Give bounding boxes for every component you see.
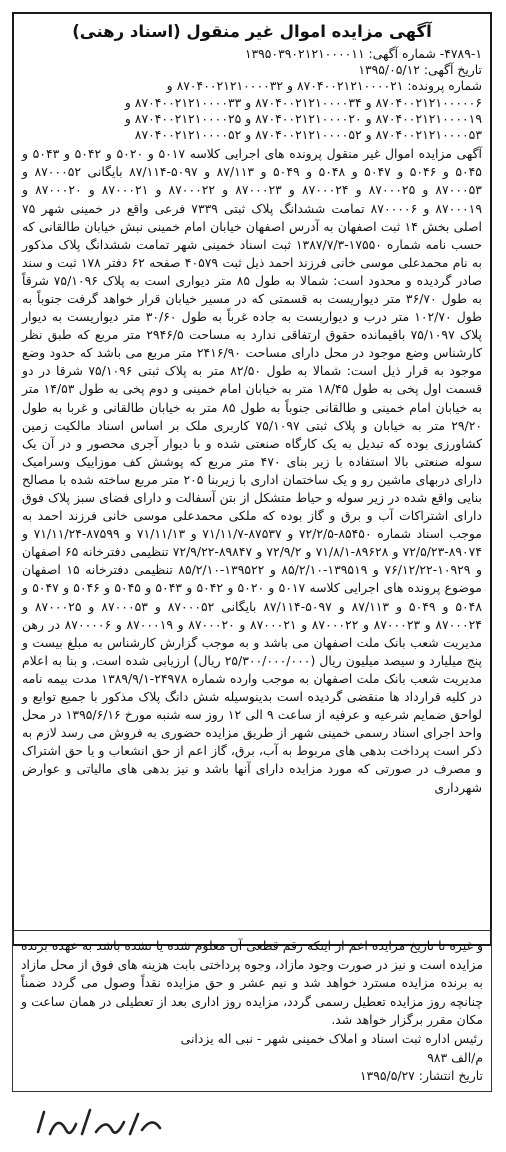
case-numbers-line: ۸۷۰۴۰۰۲۱۲۱۰۰۰۰۵۳ و ۸۷۰۴۰۰۲۱۲۱۰۰۰۰۵۲ و ۸۷۰۴۰۰۲۱۲۱۰۰۰۰۵۲ [134,127,482,143]
handwritten-date-signature [30,1104,170,1144]
case-numbers-line: ۸۷۰۴۰۰۲۱۲۱۰۰۰۰۱۹ و ۸۷۰۴۰۰۲۱۲۱۰۰۰۰۲۰ و ۸۷۰۴۰۰۲۱۲۱۰۰۰۰۲۵ و [124,110,482,126]
publish-date: تاریخ انتشار: ۱۳۹۵/۵/۲۷ [359,1068,483,1084]
notice-number: ۴۷۸۹-۱- شماره آگهی: ۱۳۹۵۰۳۹۰۲۱۲۱۰۰۰۰۱۱ [244,46,482,61]
notice-continuation-box [12,930,492,1092]
notice-date: تاریخ آگهی: ۱۳۹۵/۰۵/۱۲ [358,62,482,78]
notice-main-box [12,12,492,946]
case-numbers-line: شماره پرونده: ۸۷۰۴۰۰۲۱۲۱۰۰۰۰۲۱ و ۸۷۰۴۰۰۲۱۲۱۰۰۰۰۳۲ و [166,78,482,94]
case-numbers-line: ۸۷۰۴۰۰۲۱۲۱۰۰۰۰۰۶ و ۸۷۰۴۰۰۲۱۲۱۰۰۰۰۳۴ و ۸۷۰۴۰۰۲۱۲۱۰۰۰۰۳۳ و [124,94,482,110]
notice-title: آگهی مزایده اموال غیر منقول (اسناد رهنی) [72,22,432,41]
reference-number: م/الف ۹۸۳ [427,1049,483,1065]
signer-line: رئیس اداره ثبت اسناد و املاک خمینی شهر - نبی اله یزدانی [180,1030,483,1046]
notice-body-continuation: و غیره تا تاریخ مزایده اعم از اینکه رقم قطعی آن معلوم شده یا نشده باشد به عهده برنده مزایده است و نیز در صورت وجود مازاد، وجوه پرداختی بابت هزینه های فوق از محل مازاد به برنده مزایده مسترد خواهد شد و نیم عشر و حق مزایده نقداً وصول می گردد ضمناً چنانچه روز مزایده تعطیل رسمی گردد، مزایده روز اداری بعد از تعطیلی در همان ساعت و مکان مقرر برگزار خواهد شد. [21,938,483,1028]
notice-body: آگهی مزایده اموال غیر منقول پرونده های اجرایی کلاسه ۵۰۱۷ و ۵۰۲۰ و ۵۰۴۲ و ۵۰۴۳ و ۵۰۴۵ و ۵۰۴۶ و ۵۰۴۷ و ۵۰۴۸ و ۵۰۴۹ و ۸۷/۱۱۳ و ۵۰۹۷-۸۷/۱۱۴ بایگانی ۸۷۰۰۰۵۲ و ۸۷۰۰۰۵۳ و ۸۷۰۰۰۲۵ و ۸۷۰۰۰۲۴ و ۸۷۰۰۰۲۳ و ۸۷۰۰۰۲۲ و ۸۷۰۰۰۲۱ و ۸۷۰۰۰۲۰ و ۸۷۰۰۰۱۹ و ۸۷۰۰۰۰۶ تمامت ششدانگ پلاک ثبتی ۷۳۳۹ فرعی واقع در خمینی شهر ۷۵ اصلی بخش ۱۴ ثبت اصفهان به آدرس اصفهان خیابان امام خمینی نبش خیابان طالقانی که حسب نامه شماره ۱۷۵۵۰-۱۳۸۷/۷/۳ ثبت اسناد خمینی شهر تمامت ششدانگ پلاک مذکور به نام محمدعلی موسی خانی فرزند احمد ذیل ثبت ۴۰۵۷۹ صفحه ۶۲ دفتر ۱۷۸ ثبت و سند صادر گردیده و محدود است: شمالا به طول ۸۵ متر دیواری است به پلاک ۷۵/۱۰۹۶ شرقاً به طول ۳۶/۷۰ متر دیواریست به قسمتی که در مسیر خیابان قرار خواهد گرفت جنوباً به طول ۱۰۲/۷۰ متر درب و دیواریست به جاده غرباً به طول ۳۰/۶۰ متر دیواریست به دیوار پلاک ۷۵/۱۰۹۷ باقیمانده حقوق ارتفاقی ندارد به مساحت ۲۹۴۶/۵ متر مربع که طبق نظر کارشناس وضع موجود در محل دارای مساحت ۲۴۱۶/۹۰ متر مربع می باشد که حدود وضع موجود به قرار ذیل است: شمالا به طول ۸۲/۵۰ متر به پلاک ثبتی ۷۵/۱۰۹۶ شرقا در دو قسمت اول پخی به طول ۱۸/۴۵ متر به خیابان امام خمینی و دوم پخی به طول ۱۴/۵۳ متر به خیابان امام خمینی و طالقانی جنوباً به طول ۸۵ متر به خیابان طالقانی و غربا به طول ۲۹/۲۰ متر به خیابان و پلاک ثبتی ۷۵/۱۰۹۷ کاربری ملک بر اساس اسناد مالکیت زمین کشاورزی بوده که تبدیل به یک کارگاه صنعتی شده و با دیوار آجری محصور و در آن یک سوله صنعتی بالا استفاده با زیر بنای ۴۷۰ متر مربع که پوشش کف موزاییک وسرامیک دارای دربهای ماشین رو و یک ساختمان اداری با زیربنا ۲۰۵ متر مربع ساخته شده با مصالح بنایی واقع شده در زیر سوله و حیاط متشکل از بتن آسفالت و دارای فضای سبز پلاک فوق دارای اشتراکات آب و برق و گاز بوده که ملکی محمدعلی موسی خانی فرزند احمد به موجب اسناد شماره ۸۵۴۵۰-۷۲/۲/۵ و ۸۷۵۳۷-۷۱/۱۱/۷ و ۷۱/۱۱/۱۳ و ۸۷۵۹۹-۷۱/۱۱/۲۴ و ۸۹۰۷۴-۷۲/۵/۲۳ و ۸۹۶۲۸-۷۱/۸/۱ و ۷۲/۹/۲ و ۸۹۸۴۷-۷۲/۹/۲۲ تنظیمی دفترخانه ۶۵ اصفهان و ۱۰۹۲۹-۷۶/۱۲/۲۲ و ۱۳۹۵۱۹-۸۵/۲/۱۰ و ۱۳۹۵۲۲-۸۵/۲/۱۰ تنظیمی دفترخانه ۱۵ اصفهان موضوع پرونده های اجرایی کلاسه ۵۰۱۷ و ۵۰۲۰ و ۵۰۴۲ و ۵۰۴۳ و ۵۰۴۵ و ۵۰۴۶ و ۵۰۴۷ و ۵۰۴۸ و ۵۰۴۹ و ۸۷/۱۱۳ و ۵۰۹۷-۸۷/۱۱۴ بایگانی ۸۷۰۰۰۵۲ و ۸۷۰۰۰۵۳ و ۸۷۰۰۰۲۵ و ۸۷۰۰۰۲۴ و ۸۷۰۰۰۲۳ و ۸۷۰۰۰۲۲ و ۸۷۰۰۰۲۱ و ۸۷۰۰۰۲۰ و ۸۷۰۰۰۱۹ و ۸۷۰۰۰۰۶ در رهن مدیریت شعب بانک ملت اصفهان می باشد و به موجب گزارش کارشناس به مبلغ بیست و پنج میلیارد و سیصد میلیون ریال (۲۵/۳۰۰/۰۰۰/۰۰۰ ریال) ارزیابی شده است. و بنا به اعلام مدیریت شعب بانک ملت اصفهان به موجب وارده شماره ۲۴۹۷۸-۱۳۸۹/۹/۱ مدت بیمه نامه در کلیه قرارداد ها منقضی گردیده است بدینوسیله شش دانگ پلاک مذکور با جمیع توابع و لواحق ضمایم شرعیه و عرفیه از ساعت ۹ الی ۱۲ روز سه شنبه مورخ ۱۳۹۵/۶/۱۶ در محل واحد اجرای اسناد رسمی خمینی شهر از طریق مزایده حضوری به فروش می رسد لازم به ذکر است پرداخت بدهی های مربوط به آب، برق، گاز اعم از حق انشعاب و یا حق اشتراک و مصرف در صورتی که مورد مزایده دارای آنها باشد و نیز بدهی های مالیاتی و عوارض شهرداری [22,146,483,795]
